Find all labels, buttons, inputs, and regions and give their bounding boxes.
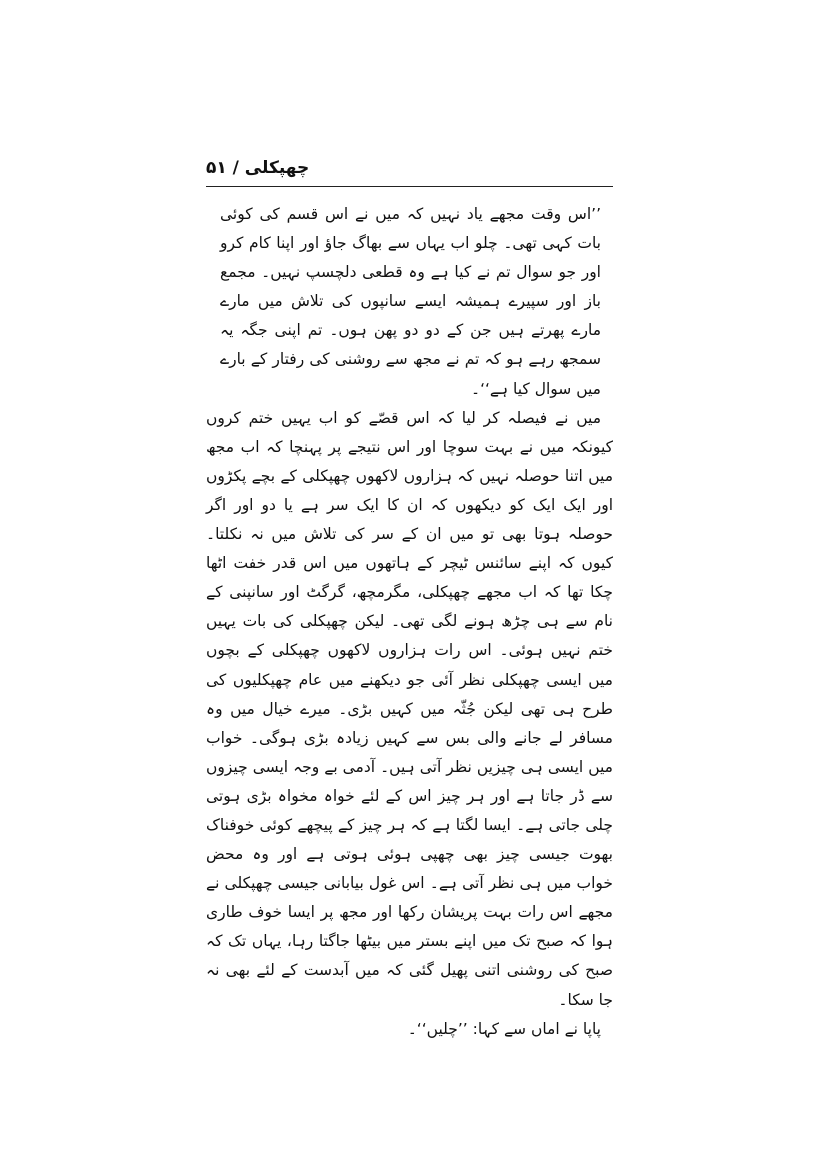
body-text xyxy=(206,200,613,1044)
paragraph-quote: ’’اس وقت مجھے یاد نہیں کہ میں نے اس قسم کی کوئی بات کہی تھی۔ چلو اب یہاں سے بھاگ جاؤ اور اپنا کام کرو اور جو سوال تم نے کیا ہے وہ قطعی دلچسپ نہیں۔ مجمع باز اور سپیرے ہمیشہ ایسے سانپوں کی تلاش میں مارے مارے پھرتے ہیں جن کے دو دو پھن ہوں۔ تم اپنی جگہ یہ سمجھ رہے ہو کہ تم نے مجھ سے روشنی کی رفتار کے بارے میں سوال کیا ہے‘‘۔ xyxy=(220,205,601,398)
running-head: چھپکلی / ۵۱ xyxy=(206,158,310,178)
paragraph-main: میں نے فیصلہ کر لیا کہ اس قصّے کو اب یہیں ختم کروں کیونکہ میں نے بہت سوچا اور اس نتیجے پر پہنچا کہ اب مجھ میں اتنا حوصلہ نہیں کہ ہزاروں لاکھوں چھپکلی کے بچے پکڑوں اور ایک ایک کو دیکھوں کہ ان کا ایک سر ہے یا دو اور اگر حوصلہ ہوتا بھی تو میں ان کے سر کی تلاش میں نہ نکلتا۔ کیوں کہ اپنے سائنس ٹیچر کے ہاتھوں میں اس قدر خفت اٹھا چکا تھا کہ اب مجھے چھپکلی، مگرمچھ، گرگٹ اور سانپنی کے نام سے ہی چڑھ ہونے لگی تھی۔ لیکن چھپکلی کی بات یہیں ختم نہیں ہوئی۔ اس رات ہزاروں لاکھوں چھپکلی کے بچوں میں ایسی چھپکلی نظر آئی جو دیکھنے میں عام چھپکلیوں کی طرح ہی تھی لیکن جُثّہ میں کہیں بڑی۔ میرے خیال میں وہ مسافر لے جانے والی بس سے کہیں زیادہ بڑی ہوگی۔ خواب میں ایسی ہی چیزیں نظر آتی ہیں۔ آدمی بے وجہ ایسی چیزوں سے ڈر جاتا ہے اور ہر چیز اس کے لئے خواہ مخواہ بڑی ہوتی چلی جاتی ہے۔ ایسا لگتا ہے کہ ہر چیز کے پیچھے کوئی خوفناک بھوت جیسی چیز بھی چھپی ہوئی ہوتی ہے اور وہ محض خواب میں ہی نظر آتی ہے۔ اس غول بیابانی جیسی چھپکلی نے مجھے اس رات بہت پریشان رکھا اور مجھ پر ایسا خوف طاری ہوا کہ صبح تک میں اپنے بستر میں بیٹھا جاگتا رہا، یہاں تک کہ صبح کی روشنی اتنی پھیل گئی کہ میں آبدست کے لئے بھی نہ جا سکا۔ xyxy=(206,408,613,1009)
page-header xyxy=(206,158,613,187)
paragraph-closing: پاپا نے اماں سے کہا: ’’چلیں‘‘۔ xyxy=(407,1019,601,1038)
